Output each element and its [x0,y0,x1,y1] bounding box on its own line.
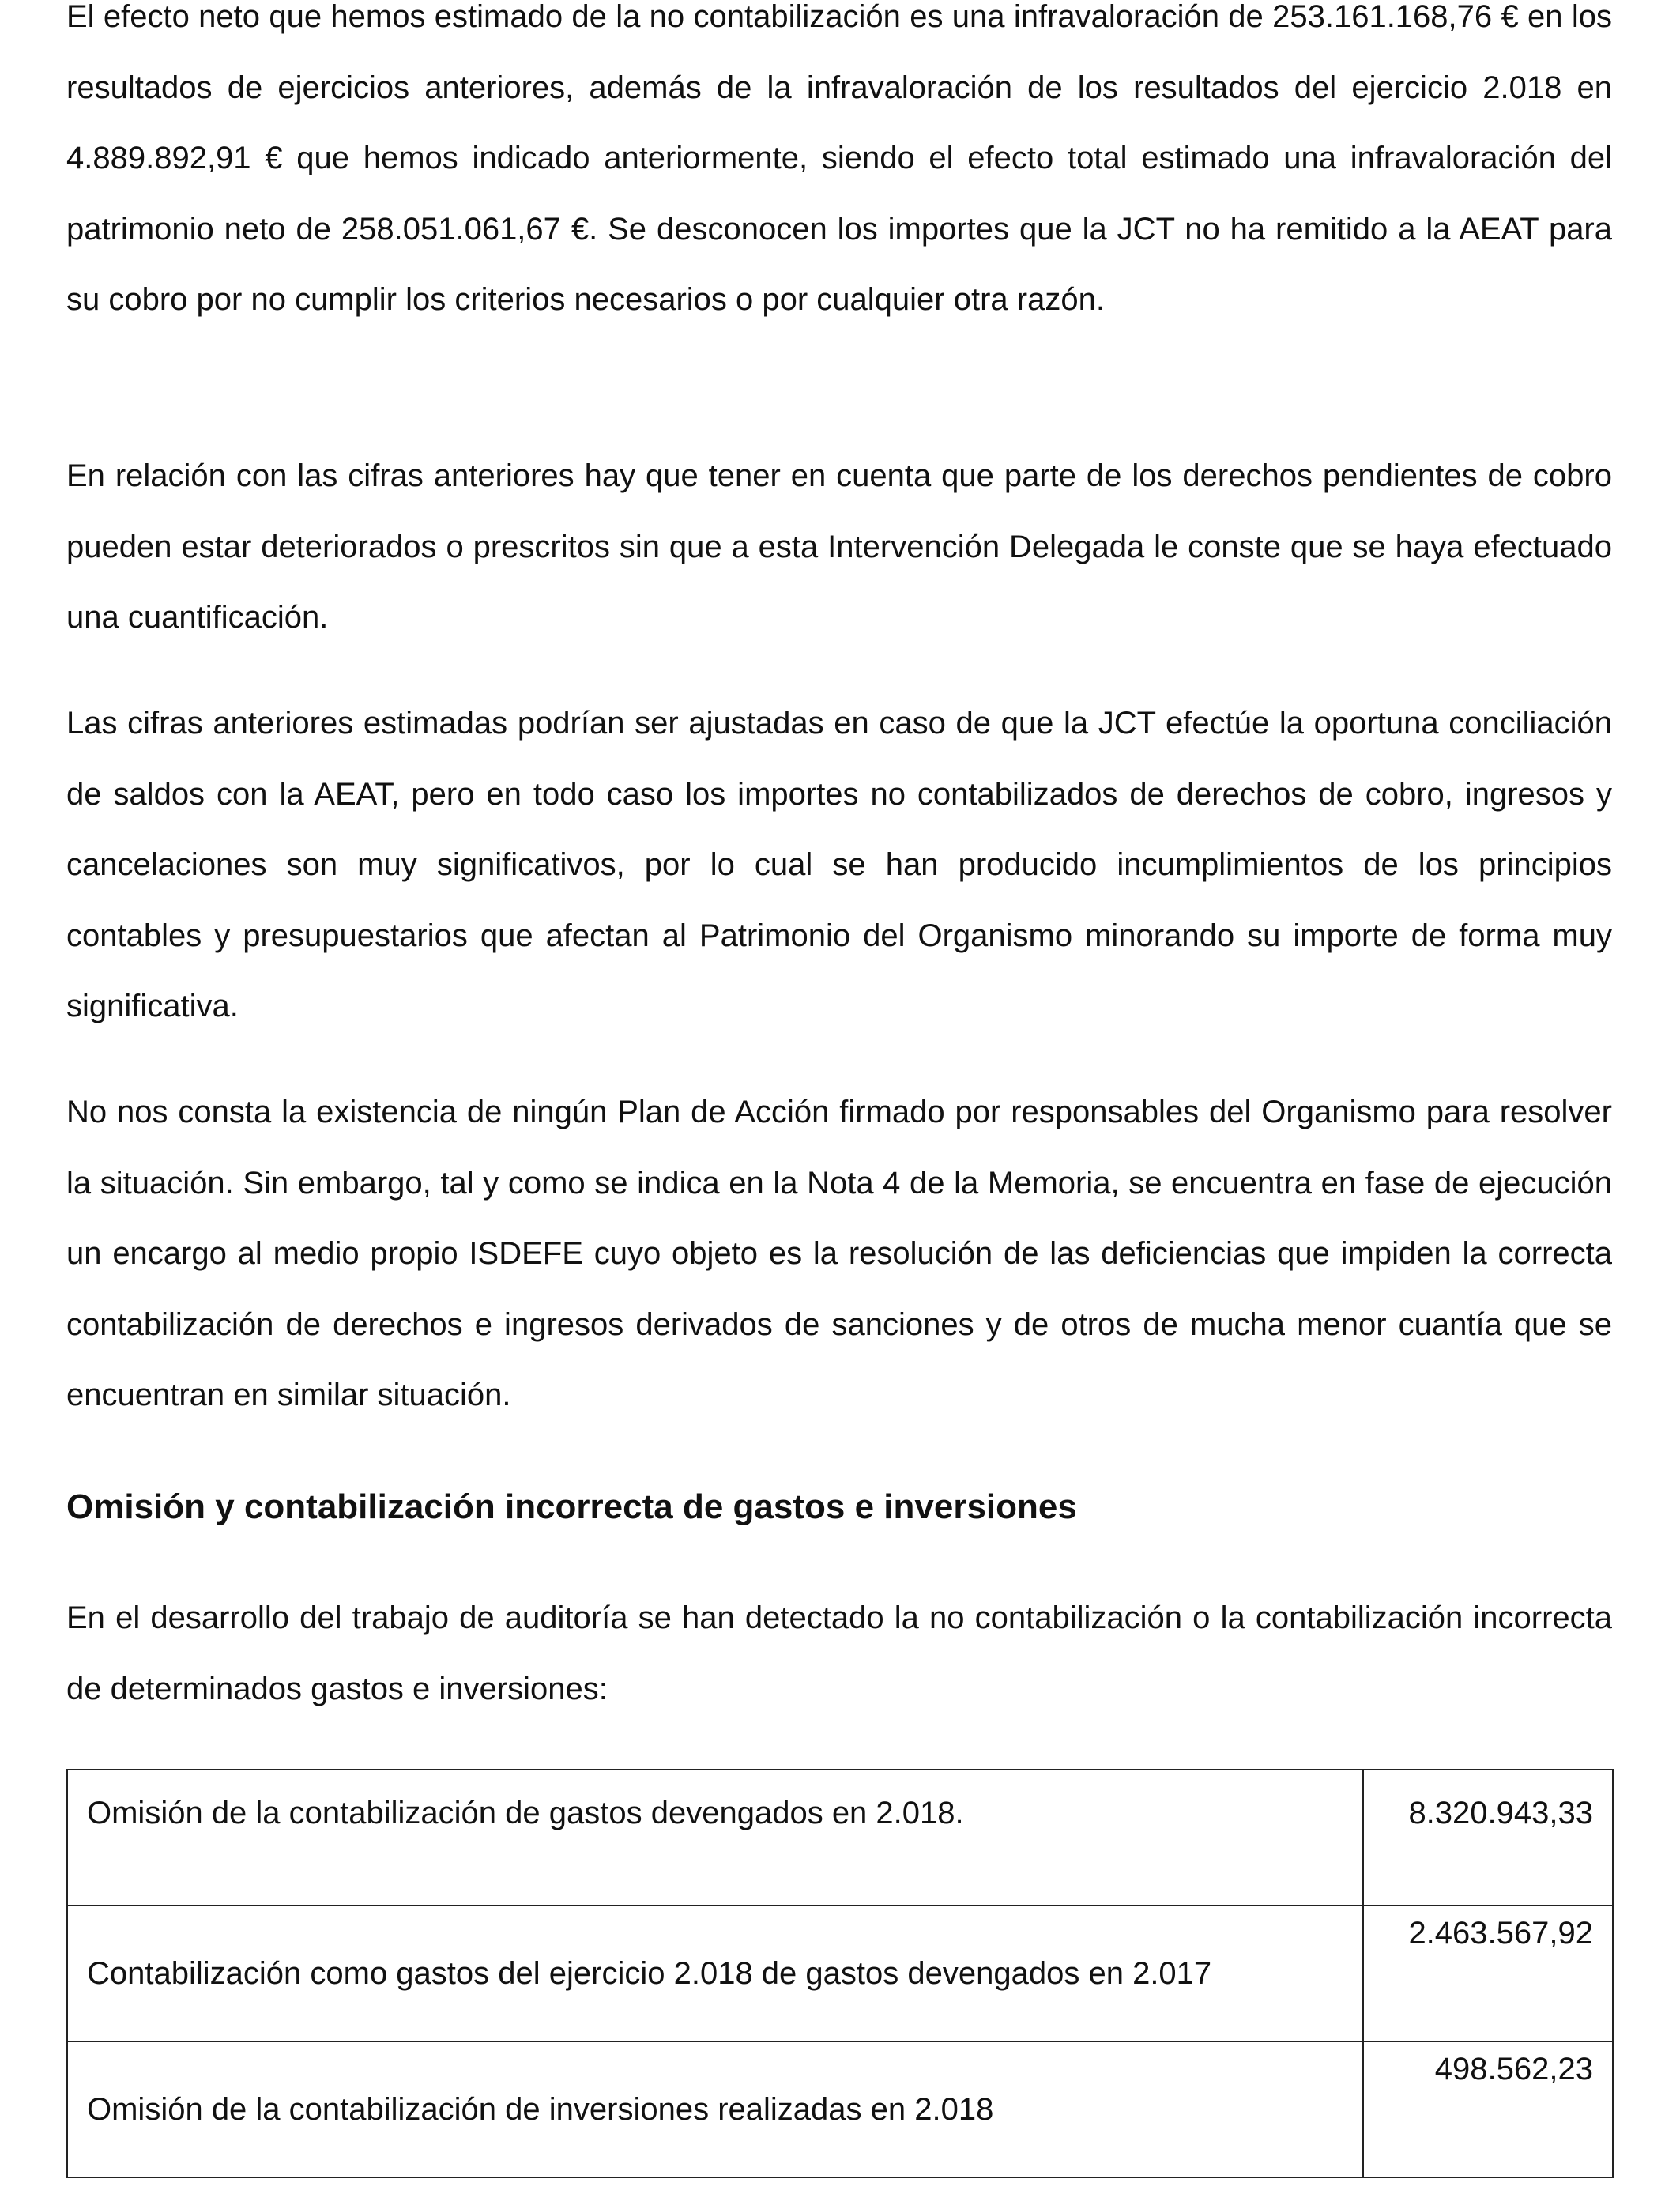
table-cell-label: Omisión de la contabilización de inversiones realizadas en 2.018 [67,2041,1363,2177]
table-cell-label: Contabilización como gastos del ejercicio 2.018 de gastos devengados en 2.017 [67,1906,1363,2041]
paragraph-pending-rights: En relación con las cifras anteriores hay que tener en cuenta que parte de los derechos pendientes de cobro pueden estar deteriorados o prescritos sin que a esta Intervención Delegada le conste que se haya efectuado una cuantificación. [66,458,1612,635]
table-row [67,1906,1613,2041]
paragraph-action-plan: No nos consta la existencia de ningún Plan de Acción firmado por responsables del Organismo para resolver la situación. Sin embargo, tal y como se indica en la Nota 4 de la Memoria, se encuentra en fase de ejecución un encargo al medio propio ISDEFE cuyo objeto es la resolución de las deficiencias que impiden la correcta contabilización de derechos e ingresos derivados de sanciones y de otros de mucha menor cuantía que se encuentran en similar situación. [66,1095,1612,1412]
table-row [67,2041,1613,2177]
section-intro: En el desarrollo del trabajo de auditoría se han detectado la no contabilización o la contabilización incorrecta de determinados gastos e inversiones: [66,1600,1612,1706]
table-cell-amount: 2.463.567,92 [1363,1906,1613,2041]
paragraph-estimated-figures: Las cifras anteriores estimadas podrían ser ajustadas en caso de que la JCT efectúe la oportuna conciliación de saldos con la AEAT, pero en todo caso los importes no contabilizados de derechos de cobro, ingresos y cancelaciones son muy significativos, por lo cual se han producido incumplimientos de los principios contables y presupuestarios que afectan al Patrimonio del Organismo minorando su importe de forma muy significativa. [66,706,1612,1023]
expenses-table [66,1769,1614,2178]
table-cell-label: Omisión de la contabilización de gastos devengados en 2.018. [67,1770,1363,1906]
table-cell-amount: 8.320.943,33 [1363,1770,1613,1906]
table-row [67,1770,1613,1906]
table-cell-amount: 498.562,23 [1363,2041,1613,2177]
section-heading: Omisión y contabilización incorrecta de gastos e inversiones [66,1487,1077,1526]
paragraph-net-effect: El efecto neto que hemos estimado de la no contabilización es una infravaloración de 253.161.168,76 € en los resultados de ejercicios anteriores, además de la infravaloración de los resultados del ejercicio 2.018 en 4.889.892,91 € que hemos indicado anteriormente, siendo el efecto total estimado una infravaloración del patrimonio neto de 258.051.061,67 €. Se desconocen los importes que la JCT no ha remitido a la AEAT para su cobro por no cumplir los criterios necesarios o por cualquier otra razón. [66,0,1612,317]
